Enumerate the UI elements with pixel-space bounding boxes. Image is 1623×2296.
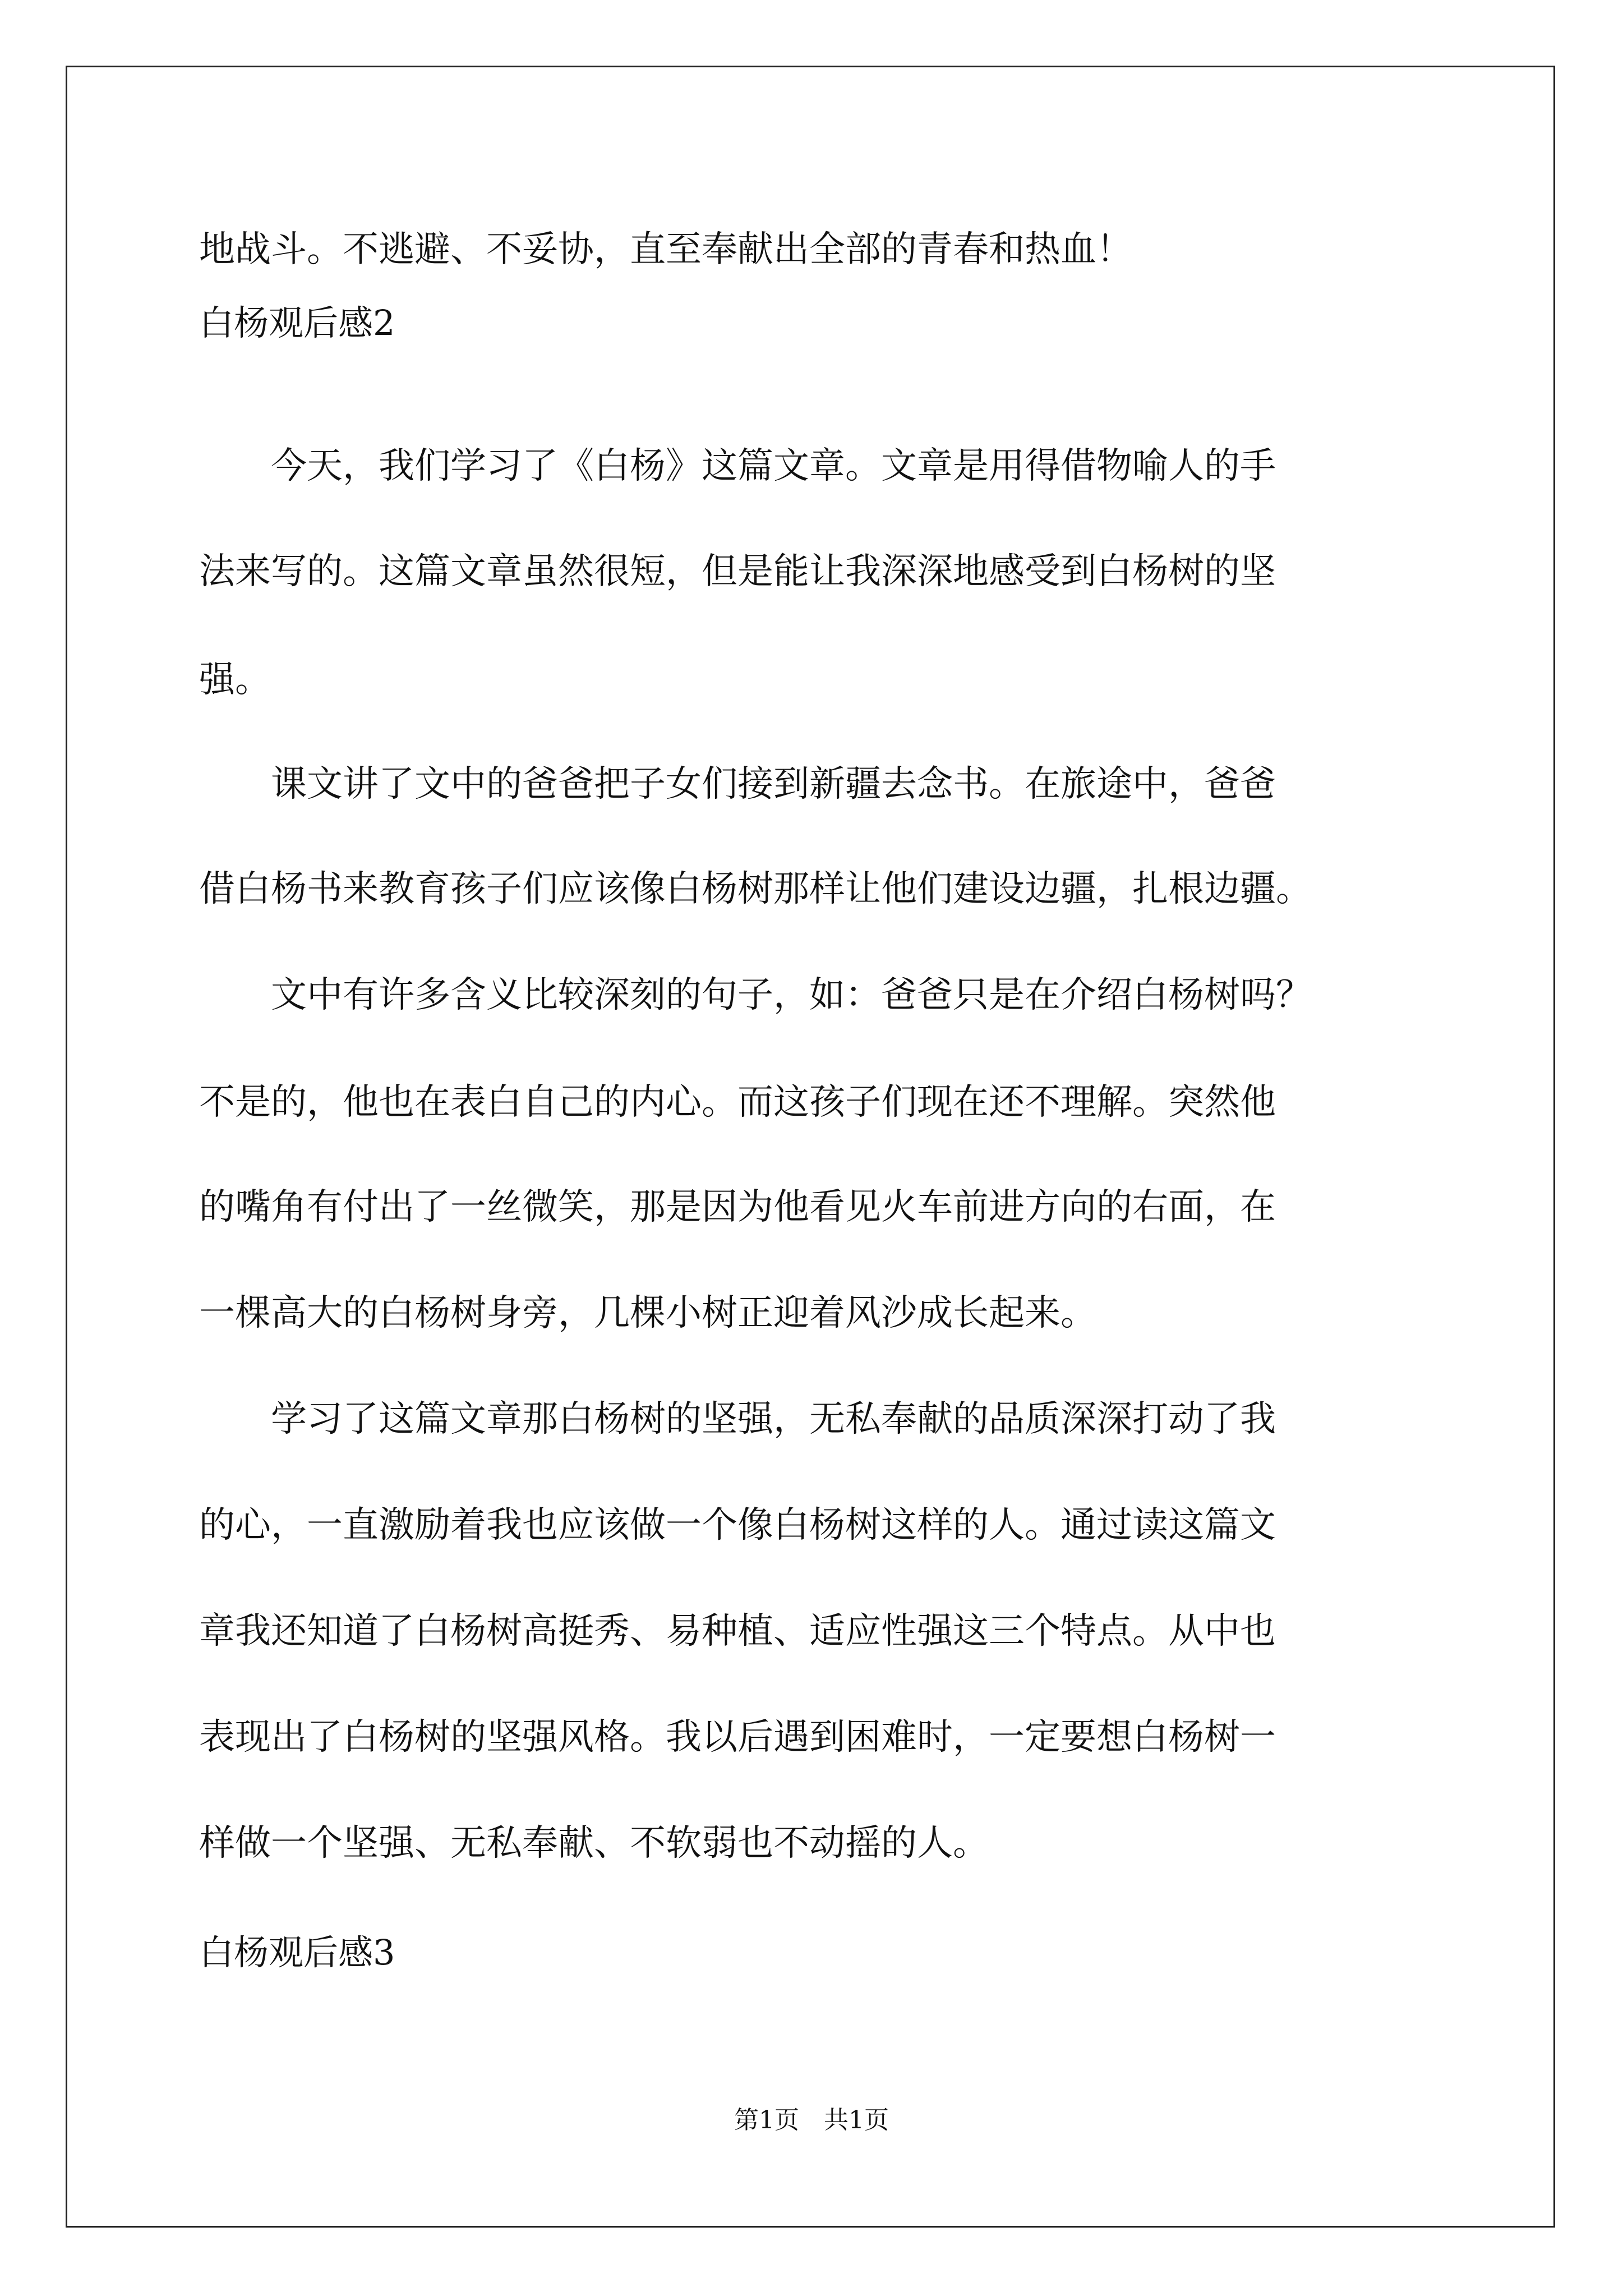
paragraph-line: 一棵高大的白杨树身旁，几棵小树正迎着风沙成长起来。 xyxy=(199,1292,1096,1334)
section-heading: 白杨观后感2 xyxy=(199,302,395,343)
paragraph-line: 表现出了白杨树的坚强风格。我以后遇到困难时，一定要想白杨树一 xyxy=(199,1717,1276,1758)
paragraph-line: 学习了这篇文章那白杨树的坚强，无私奉献的品质深深打动了我 xyxy=(199,1398,1276,1440)
paragraph-line: 法来写的。这篇文章虽然很短，但是能让我深深地感受到白杨树的坚 xyxy=(199,551,1276,592)
section-heading: 白杨观后感3 xyxy=(199,1932,395,1973)
paragraph-line: 的心，一直激励着我也应该做一个像白杨树这样的人。通过读这篇文 xyxy=(199,1504,1276,1546)
paragraph-line: 强。 xyxy=(199,659,271,701)
body-line: 地战斗。不逃避、不妥协，直至奉献出全部的青春和热血！ xyxy=(199,229,1132,270)
paragraph-line: 章我还知道了白杨树高挺秀、易种植、适应性强这三个特点。从中也 xyxy=(199,1611,1276,1652)
paragraph-line: 课文讲了文中的爸爸把子女们接到新疆去念书。在旅途中，爸爸 xyxy=(199,763,1276,805)
paragraph-line: 文中有许多含义比较深刻的句子，如：爸爸只是在介绍白杨树吗？ xyxy=(199,974,1312,1016)
paragraph-line: 借白杨书来教育孩子们应该像白杨树那样让他们建设边疆，扎根边疆。 xyxy=(199,868,1312,910)
page-footer: 第1页 共1页 xyxy=(734,2106,889,2134)
paragraph-line: 的嘴角有付出了一丝微笑，那是因为他看见火车前进方向的右面，在 xyxy=(199,1186,1276,1228)
paragraph-line: 样做一个坚强、无私奉献、不软弱也不动摇的人。 xyxy=(199,1823,989,1864)
page-border xyxy=(66,66,1555,2228)
paragraph-line: 今天，我们学习了《白杨》这篇文章。文章是用得借物喻人的手 xyxy=(199,445,1276,487)
paragraph-line: 不是的，他也在表白自己的内心。而这孩子们现在还不理解。突然他 xyxy=(199,1082,1276,1123)
